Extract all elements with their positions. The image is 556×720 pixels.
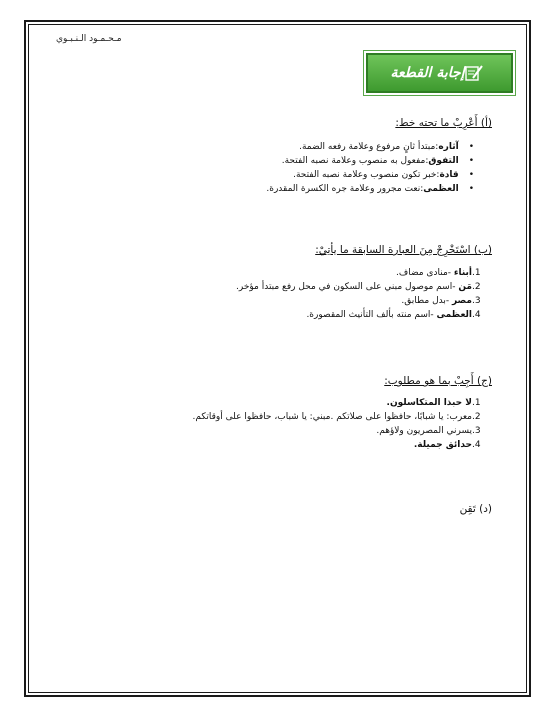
item-text: معرب: يا شبابًا، حافظوا على صلاتكم .مبني: يا شباب، حافظوا على أوقاتكم. [192,412,472,422]
section-a-heading [395,111,492,130]
item-text: -اسم منته بألف التأنيث المقصورة. [306,310,437,320]
section-a-list [266,140,474,196]
item-term: التفوق [428,156,459,166]
list-item [266,168,474,182]
pencil-paper-icon [465,65,483,81]
section-c-heading [384,369,492,388]
item-term: أبناء [453,268,472,278]
item-number: 3. [472,426,481,436]
banner-title: إجابة القطعة [390,65,465,81]
section-a-title: (أ) أَعْرِبْ ما تحته خط: [395,117,492,129]
list-item [236,294,490,308]
section-d-heading [460,497,492,516]
list-item [193,438,490,452]
list-item [193,396,490,410]
item-term: مَن [458,282,472,292]
item-number: 1. [472,268,481,278]
item-text: :مبتدأ ثانٍ مرفوع وعلامة رفعه الضمة. [299,142,439,152]
author-header: مـحـمـود الـنـبـوي [56,34,122,44]
item-number: 4. [472,440,481,450]
item-term: قادة [439,170,459,180]
list-item [236,308,490,322]
list-item [193,424,490,438]
section-b-list [236,266,490,322]
item-term: العظمى [423,184,459,194]
answer-banner [366,53,513,93]
item-term: آثاره [438,142,459,152]
list-item [266,154,474,168]
section-d-title: (د) تَقِن [459,503,492,515]
list-item [193,410,490,424]
item-bold-text: لا حبذا المتكاسلون. [386,398,472,408]
item-term: مصر [451,296,472,306]
section-b-heading [315,238,492,257]
item-number: 3. [472,296,481,306]
item-text: :نعت مجرور وعلامة جره الكسرة المقدرة. [266,184,424,194]
item-bold-text: حدائق جميلة. [413,440,472,450]
item-text: :مفعول به منصوب وعلامة نصبه الفتحة. [281,156,429,166]
item-number: 4. [472,310,481,320]
list-item [236,280,490,294]
item-text: -بدل مطابق. [401,296,452,306]
section-b-title: (ب) اسْتَخْرِجْ مِنَ العبارة السابقة ما يأتِيْ: [315,244,492,256]
item-term: العظمى [436,310,472,320]
item-text: -اسم موصول مبني على السكون في محل رفع مبتدأ مؤخر. [236,282,459,292]
item-number: 1. [472,398,481,408]
list-item [236,266,490,280]
item-text: يسرني المصريون ولاؤهم. [376,426,472,436]
item-text: :خبر تكون منصوب وعلامة نصبه الفتحة. [293,170,440,180]
list-item [266,140,474,154]
list-item [266,182,474,196]
item-text: -منادى مضاف. [396,268,454,278]
section-c-title: (ج) أَجِبْ بما هو مطلوب: [384,375,492,387]
section-c-list [193,396,490,452]
item-number: 2. [472,282,481,292]
item-number: 2. [472,412,481,422]
